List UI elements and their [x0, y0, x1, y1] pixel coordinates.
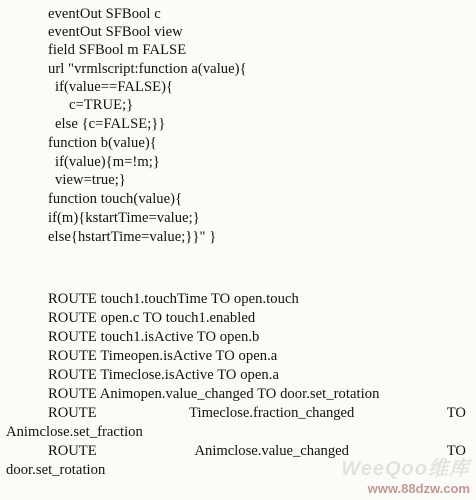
code-line: url "vrmlscript:function a(value){ — [48, 61, 247, 77]
code-line: c=TRUE;} — [69, 97, 134, 113]
code-line: else{hstartTime=value;}}" } — [48, 229, 217, 245]
route-keyword: ROUTE — [48, 443, 97, 459]
code-line: eventOut SFBool view — [48, 24, 183, 40]
code-line: function b(value){ — [48, 135, 157, 151]
route-line-justified — [48, 404, 466, 422]
code-line: view=true;} — [55, 172, 126, 188]
route-continuation: door.set_rotation — [6, 462, 106, 478]
route-to: TO — [446, 443, 466, 459]
route-line: ROUTE Animopen.value_changed TO door.set_rotation — [48, 386, 380, 402]
code-line: function touch(value){ — [48, 191, 183, 207]
route-line-justified — [48, 442, 466, 460]
code-line: else {c=FALSE;}} — [55, 116, 166, 132]
route-line: ROUTE Timeopen.isActive TO open.a — [48, 348, 278, 364]
route-line: ROUTE open.c TO touch1.enabled — [48, 310, 256, 326]
route-line: ROUTE Timeclose.isActive TO open.a — [48, 367, 279, 383]
code-line: if(value){m=!m;} — [55, 154, 160, 170]
code-line: field SFBool m FALSE — [48, 42, 187, 58]
watermark-brand: WeeQoo维库 — [341, 458, 470, 480]
route-keyword: ROUTE — [48, 405, 97, 421]
route-source: Animclose.value_changed — [194, 443, 349, 459]
watermark-url: www.88dzw.com — [367, 481, 470, 496]
code-line: eventOut SFBool c — [48, 6, 161, 22]
route-line: ROUTE touch1.isActive TO open.b — [48, 329, 260, 345]
route-line: ROUTE touch1.touchTime TO open.touch — [48, 291, 299, 307]
code-line: if(m){kstartTime=value;} — [48, 210, 200, 226]
code-line: if(value==FALSE){ — [55, 79, 174, 95]
route-continuation: Animclose.set_fraction — [6, 424, 143, 440]
route-source: Timeclose.fraction_changed — [189, 405, 355, 421]
route-to: TO — [446, 405, 466, 421]
